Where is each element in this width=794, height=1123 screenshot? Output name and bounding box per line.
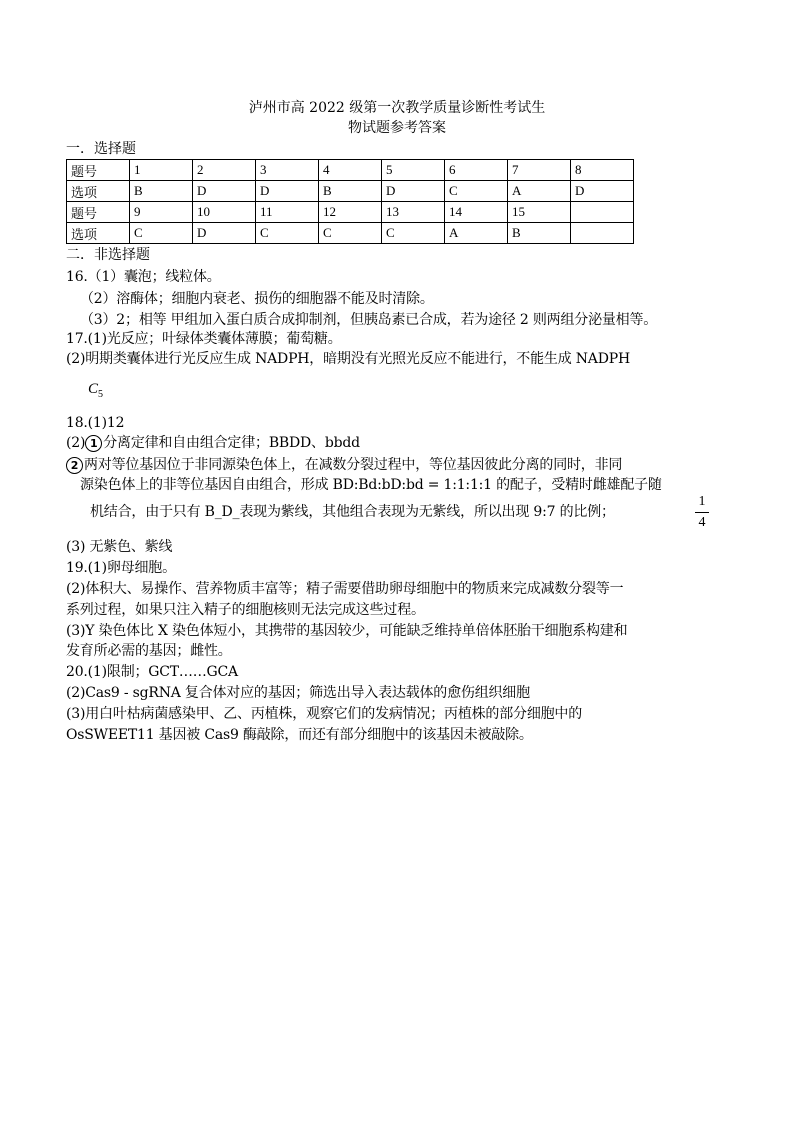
q19-line-5: 发育所必需的基因；雌性。 <box>66 643 232 659</box>
fraction-bar <box>695 512 709 513</box>
table-cell: 6 <box>445 160 508 181</box>
table-cell: 3 <box>256 160 319 181</box>
table-row <box>67 202 634 223</box>
q18-line-2 <box>66 434 360 452</box>
table-cell: A <box>445 223 508 244</box>
q17-line-1: 17.(1)光反应；叶绿体类囊体薄膜；葡萄糖。 <box>66 331 342 347</box>
table-cell: 2 <box>193 160 256 181</box>
table-row <box>67 223 634 244</box>
q20-line-2: (2)Cas9 - sgRNA 复合体对应的基因；筛选出导入表达载体的愈伤组织细胞 <box>66 685 530 701</box>
q20-line-1: 20.(1)限制；GCT……GCA <box>66 664 238 680</box>
q18-line-4: 源染色体上的非等位基因自由组合，形成 BD:Bd:bD:bd = 1:1:1:1 的配子，受精时雌雄配子随 <box>80 477 662 493</box>
table-cell: 12 <box>319 202 382 223</box>
q17-line-2: (2)明期类囊体进行光反应生成 NADPH，暗期没有光照光反应不能进行，不能生成 NADPH <box>66 351 630 367</box>
q16-line-2: （2）溶酶体；细胞内衰老、损伤的细胞器不能及时清除。 <box>80 291 434 307</box>
q18-line-6: (3) 无紫色、紫线 <box>66 539 173 555</box>
fraction-denominator: 4 <box>698 515 706 530</box>
table-cell: D <box>193 223 256 244</box>
table-row <box>67 181 634 202</box>
table-row-header-cell: 题号 <box>67 160 130 181</box>
table-cell: C <box>445 181 508 202</box>
table-cell: C <box>319 223 382 244</box>
table-cell: 14 <box>445 202 508 223</box>
table-cell <box>571 202 634 223</box>
c5-formula <box>88 381 103 400</box>
q16-line-3: （3）2；相等 甲组加入蛋白质合成抑制剂，但胰岛素已合成，若为途径 2 则两组分泌量相等。 <box>80 312 658 328</box>
table-cell: 8 <box>571 160 634 181</box>
section-heading-choice: 一．选择题 <box>66 141 136 157</box>
table-cell: D <box>256 181 319 202</box>
q19-line-4: (3)Y 染色体比 X 染色体短小，其携带的基因较少，可能缺乏维持单倍体胚胎干细胞系构建和 <box>66 623 628 639</box>
title-line-2: 物试题参考答案 <box>348 120 446 136</box>
q18-part2-answer-1: 分离定律和自由组合定律；BBDD、bbdd <box>103 435 360 451</box>
q16-line-1: 16.（1）囊泡；线粒体。 <box>66 269 221 285</box>
q18-line-3 <box>66 456 622 474</box>
table-cell: D <box>382 181 445 202</box>
table-cell: 5 <box>382 160 445 181</box>
q19-line-3: 系列过程，如果只注入精子的细胞核则无法完成这些过程。 <box>66 602 425 618</box>
table-cell: 9 <box>130 202 193 223</box>
table-cell: A <box>508 181 571 202</box>
fraction-one-quarter <box>692 494 712 531</box>
table-cell: 7 <box>508 160 571 181</box>
table-row-header-cell: 选项 <box>67 223 130 244</box>
q20-line-3: (3)用白叶枯病菌感染甲、乙、丙植株，观察它们的发病情况；丙植株的部分细胞中的 <box>66 706 583 722</box>
table-cell <box>571 223 634 244</box>
table-cell: C <box>382 223 445 244</box>
q19-line-1: 19.(1)卵母细胞。 <box>66 560 176 576</box>
table-cell: 1 <box>130 160 193 181</box>
table-cell: B <box>130 181 193 202</box>
table-row-header-cell: 选项 <box>67 181 130 202</box>
table-cell: 10 <box>193 202 256 223</box>
answer-table <box>66 159 634 244</box>
fraction-numerator: 1 <box>698 494 706 509</box>
table-cell: 13 <box>382 202 445 223</box>
q18-line-1: 18.(1)12 <box>66 415 125 431</box>
table-cell: C <box>256 223 319 244</box>
table-cell: C <box>130 223 193 244</box>
q18-part2-answer-2: 两对等位基因位于非同源染色体上，在减数分裂过程中，等位基因彼此分离的同时，非同 <box>84 457 623 473</box>
table-cell: 4 <box>319 160 382 181</box>
q20-line-4: OsSWEET11 基因被 Cas9 酶敲除，而还有部分细胞中的该基因未被敲除。 <box>66 727 533 743</box>
table-cell: 11 <box>256 202 319 223</box>
section-heading-nonchoice: 二．非选择题 <box>66 247 150 263</box>
q18-part2-label: (2) <box>66 435 86 451</box>
circled-number-1: 1 <box>85 435 102 452</box>
title-line-1: 泸州市高 2022 级第一次教学质量诊断性考试生 <box>248 100 546 116</box>
answer-table-body <box>67 160 634 244</box>
circled-number-2: 2 <box>66 457 83 474</box>
table-cell: D <box>193 181 256 202</box>
table-row <box>67 160 634 181</box>
table-cell: 15 <box>508 202 571 223</box>
table-row-header-cell: 题号 <box>67 202 130 223</box>
c5-base: C <box>88 381 99 397</box>
q19-line-2: (2)体积大、易操作、营养物质丰富等；精子需要借助卵母细胞中的物质来完成减数分裂等一 <box>66 581 624 597</box>
q18-line-5: 机结合，由于只有 B_D_表现为紫线，其他组合表现为无紫线，所以出现 9:7 的比例； <box>90 504 615 520</box>
table-cell: D <box>571 181 634 202</box>
table-cell: B <box>319 181 382 202</box>
table-cell: B <box>508 223 571 244</box>
c5-subscript: 5 <box>98 389 104 400</box>
